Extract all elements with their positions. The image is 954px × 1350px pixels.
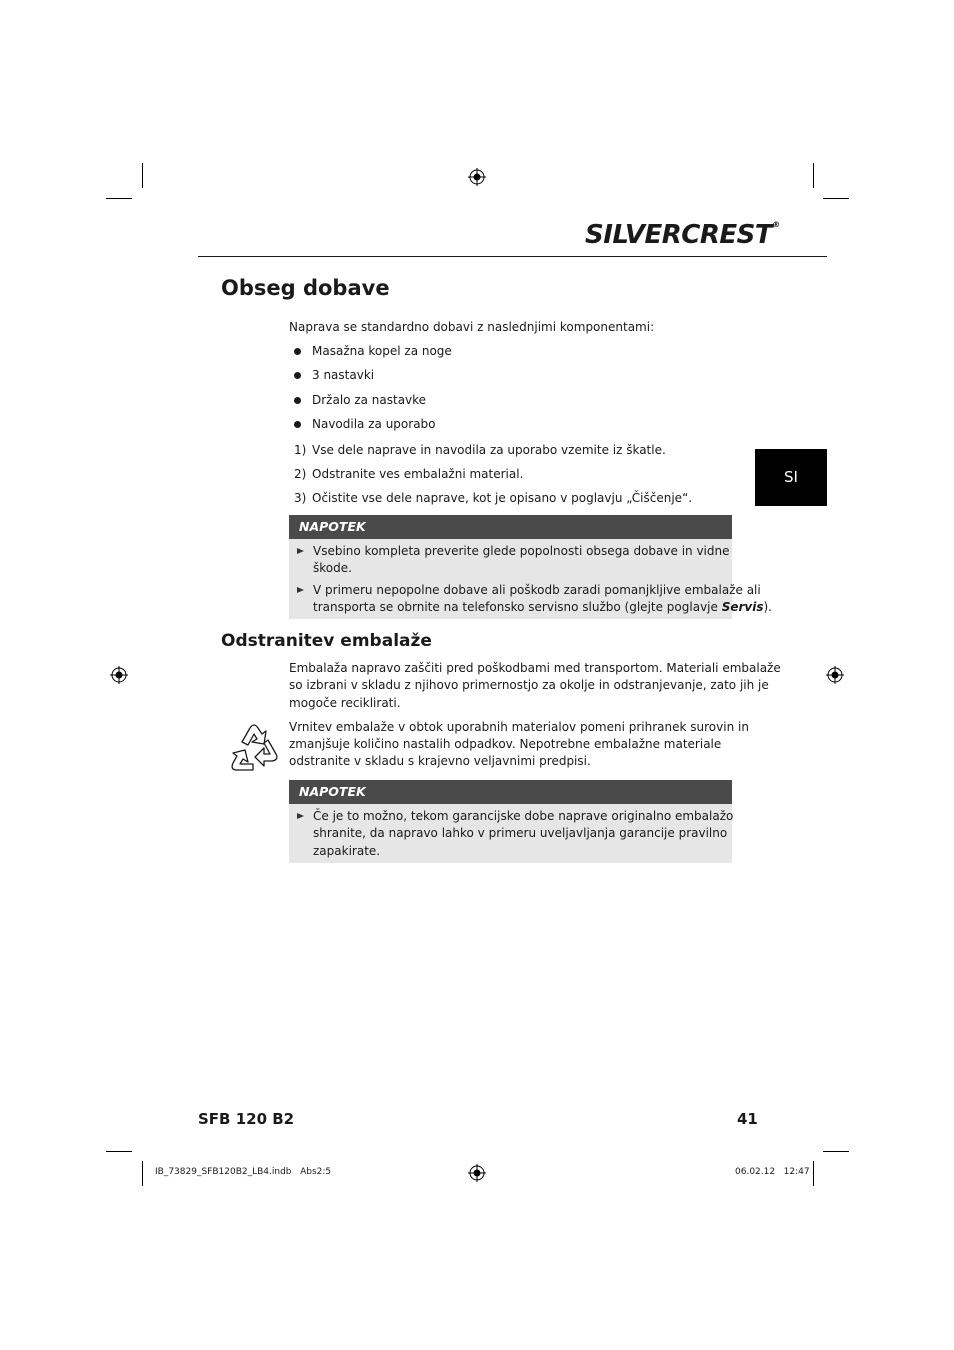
recycle-icon — [224, 720, 284, 776]
list-item: Držalo za nastavke — [312, 393, 427, 407]
slug-file-info: IB_73829_SFB120B2_LB4.indb Abs2:5 — [155, 1167, 332, 1177]
step-text: Vse dele naprave in navodila za uporabo vzemite iz škatle. — [312, 443, 666, 457]
section-title: Odstranitev embalaže — [221, 631, 432, 651]
step-number: 1) — [294, 443, 307, 457]
page-number: 41 — [737, 1110, 758, 1128]
note-text: Če je to možno, tekom garancijske dobe naprave originalno embalažo — [313, 809, 734, 823]
registration-mark-icon — [468, 1164, 486, 1182]
registration-mark-icon — [110, 666, 128, 684]
crop-mark — [106, 1151, 132, 1152]
crop-mark — [813, 163, 814, 188]
list-item: 3 nastavki — [312, 368, 375, 382]
page-title: Obseg dobave — [221, 276, 390, 300]
paragraph-line: odstranite v skladu s krajevno veljavnimi predpisi. — [289, 754, 591, 768]
step-number: 3) — [294, 491, 307, 505]
crop-mark — [142, 1161, 143, 1186]
arrow-right-icon — [297, 548, 304, 554]
list-item: Navodila za uporabo — [312, 417, 436, 431]
intro-text: Naprava se standardno dobavi z naslednjimi komponentami: — [289, 320, 655, 334]
note-heading: NAPOTEK — [289, 515, 732, 539]
note-text — [313, 599, 772, 616]
header-rule — [198, 256, 827, 257]
paragraph-line: zmanjšuje količino nastalih odpadkov. Nepotrebne embalažne materiale — [289, 737, 722, 751]
paragraph-line: Vrnitev embalaže v obtok uporabnih materialov pomeni prihranek surovin in — [289, 720, 749, 734]
bullet-icon — [294, 421, 301, 428]
paragraph-line: mogoče reciklirati. — [289, 696, 401, 710]
note-text: shranite, da napravo lahko v primeru uveljavljanja garancije pravilno — [313, 826, 728, 840]
note-text: V primeru nepopolne dobave ali poškodb zaradi pomanjkljive embalaže ali — [313, 583, 761, 597]
crop-mark — [142, 163, 143, 188]
crop-mark — [813, 1161, 814, 1186]
brand-logo: SILVERCREST® — [585, 220, 780, 250]
slug-date-time: 06.02.12 12:47 — [735, 1167, 810, 1177]
cross-reference: Servis — [721, 600, 764, 614]
note-text: škode. — [313, 561, 352, 575]
footer-model: SFB 120 B2 — [198, 1110, 295, 1128]
step-text: Očistite vse dele naprave, kot je opisano v poglavju „Čiščenje“. — [312, 491, 693, 505]
language-tab: SI — [755, 449, 827, 506]
crop-mark — [823, 198, 849, 199]
bullet-icon — [294, 348, 301, 355]
paragraph-line: Embalaža napravo zaščiti pred poškodbami med transportom. Materiali embalaže — [289, 661, 781, 675]
note-text-prefix: transporta se obrnite na telefonsko servisno službo (glejte poglavje — [313, 600, 722, 614]
note-text: Vsebino kompleta preverite glede popolnosti obsega dobave in vidne — [313, 544, 730, 558]
step-number: 2) — [294, 467, 307, 481]
arrow-right-icon — [297, 587, 304, 593]
crop-mark — [823, 1151, 849, 1152]
arrow-right-icon — [297, 813, 304, 819]
registration-mark-icon — [468, 168, 486, 186]
step-text: Odstranite ves embalažni material. — [312, 467, 524, 481]
registration-mark-icon — [826, 666, 844, 684]
note-text: zapakirate. — [313, 844, 381, 858]
list-item: Masažna kopel za noge — [312, 344, 452, 358]
crop-mark — [106, 198, 132, 199]
note-heading: NAPOTEK — [289, 780, 732, 804]
bullet-icon — [294, 397, 301, 404]
note-text-suffix: ). — [763, 600, 772, 614]
bullet-icon — [294, 372, 301, 379]
paragraph-line: so izbrani v skladu z njihovo primernostjo za okolje in odstranjevanje, zato jih je — [289, 678, 769, 692]
